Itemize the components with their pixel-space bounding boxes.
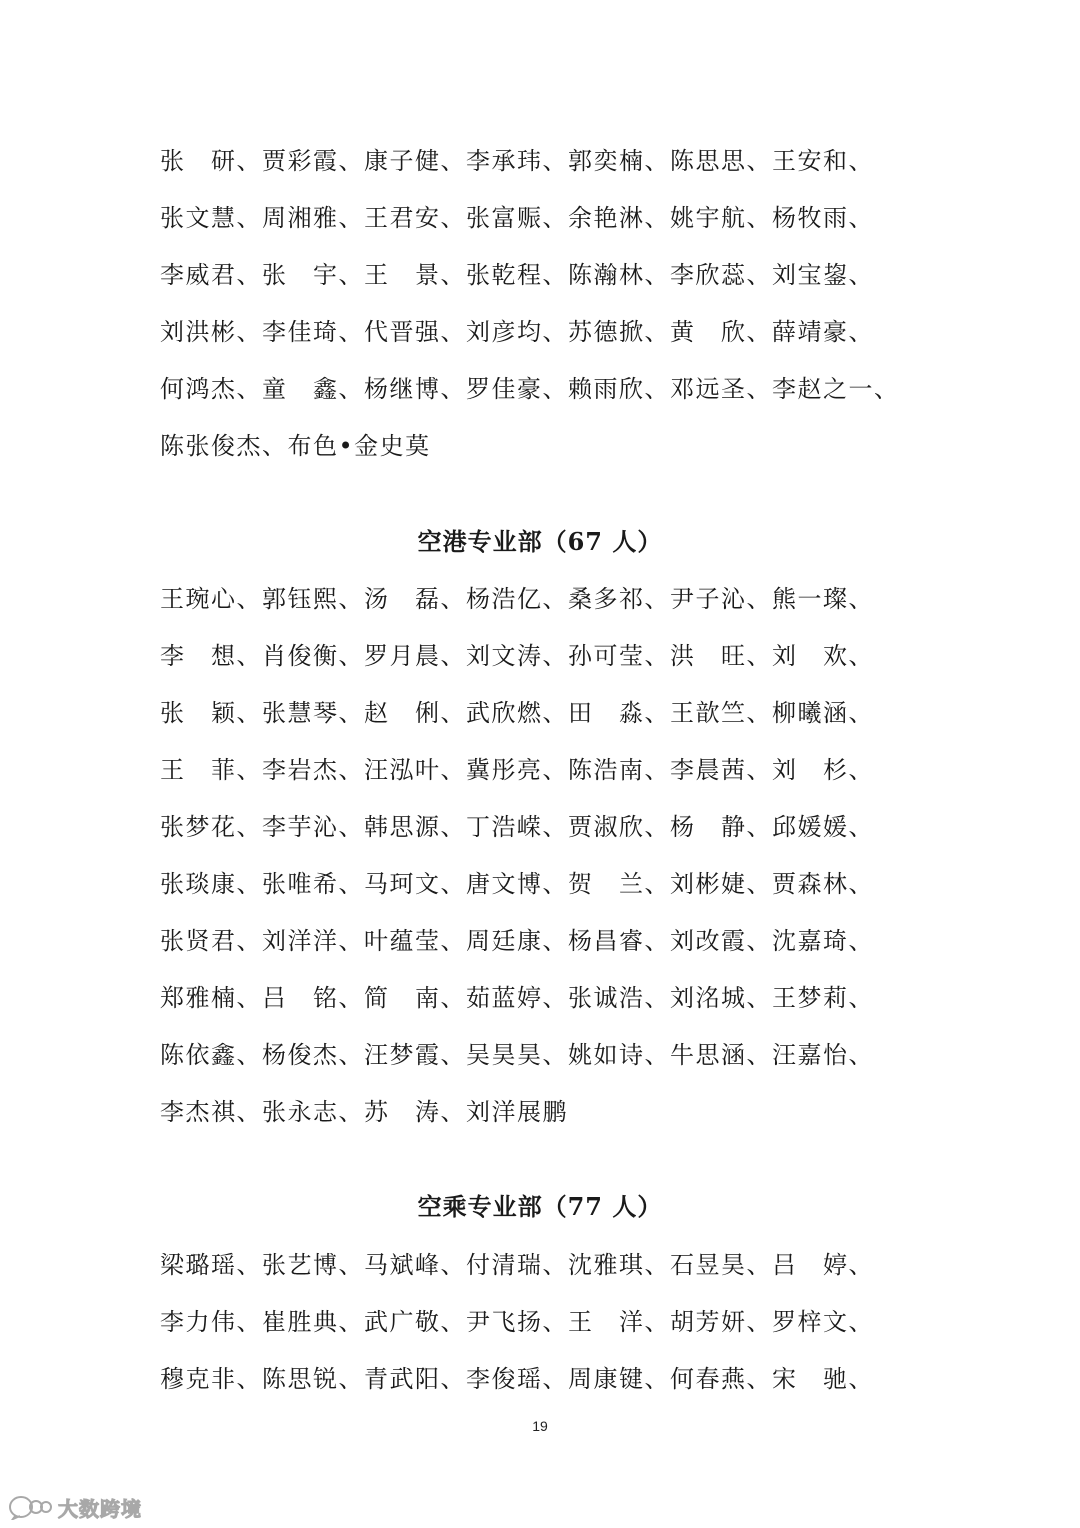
- name-line: 王 菲、李岩杰、汪泓叶、冀彤亮、陈浩南、李晨茜、刘 杉、: [160, 756, 874, 784]
- name-line: 陈依鑫、杨俊杰、汪梦霞、吴昊昊、姚如诗、牛思涵、汪嘉怡、: [160, 1041, 874, 1069]
- name-line: 张 颖、张慧琴、赵 俐、武欣燃、田 淼、王歆竺、柳曦涵、: [160, 699, 874, 727]
- name-line: 梁璐瑶、张艺博、马斌峰、付清瑞、沈雅琪、石昱昊、吕 婷、: [160, 1251, 874, 1279]
- name-line: 穆克非、陈思锐、青武阳、李俊瑶、周康键、何春燕、宋 驰、: [160, 1365, 874, 1393]
- name-line: 张贤君、刘洋洋、叶蕴莹、周廷康、杨昌睿、刘改霞、沈嘉琦、: [160, 927, 874, 955]
- section-heading-cabin: 空乘专业部（77 人）: [417, 1192, 663, 1221]
- name-line: 李威君、张 宇、王 景、张乾程、陈瀚林、李欣蕊、刘宝鋆、: [160, 261, 874, 289]
- watermark: [8, 1492, 142, 1522]
- name-line: 李 想、肖俊衡、罗月晨、刘文涛、孙可莹、洪 旺、刘 欢、: [160, 642, 874, 670]
- watermark-logo-icon: [8, 1494, 52, 1520]
- name-line: 陈张俊杰、布色•金史莫: [160, 432, 431, 460]
- name-list-airport: [160, 584, 920, 1154]
- watermark-text: 大数跨境: [58, 1496, 142, 1521]
- name-list-top: [160, 146, 920, 488]
- name-line: 张琰康、张唯希、马珂文、唐文博、贺 兰、刘彬婕、贾森林、: [160, 870, 874, 898]
- page-number: 19: [532, 1418, 548, 1434]
- name-line: 刘洪彬、李佳琦、代晋强、刘彦均、苏德掀、黄 欣、薛靖豪、: [160, 318, 874, 346]
- name-line: 郑雅楠、吕 铭、简 南、茹蓝婷、张诚浩、刘洺城、王梦莉、: [160, 984, 874, 1012]
- name-line: 何鸿杰、童 鑫、杨继博、罗佳豪、赖雨欣、邓远圣、李赵之一、: [160, 375, 900, 403]
- name-line: 张梦花、李芋沁、韩思源、丁浩嵘、贾淑欣、杨 静、邱媛媛、: [160, 813, 874, 841]
- name-line: 张 研、贾彩霞、康子健、李承玮、郭奕楠、陈思思、王安和、: [160, 147, 874, 175]
- section-heading-airport: 空港专业部（67 人）: [417, 527, 663, 556]
- name-line: 王琬心、郭钰熙、汤 磊、杨浩亿、桑多祁、尹子沁、熊一璨、: [160, 585, 874, 613]
- name-list-cabin: [160, 1250, 920, 1421]
- name-line: 张文慧、周湘雅、王君安、张富赈、余艳淋、姚宇航、杨牧雨、: [160, 204, 874, 232]
- name-line: 李力伟、崔胜典、武广敬、尹飞扬、王 洋、胡芳妍、罗梓文、: [160, 1308, 874, 1336]
- name-line: 李杰祺、张永志、苏 涛、刘洋展鹏: [160, 1098, 568, 1126]
